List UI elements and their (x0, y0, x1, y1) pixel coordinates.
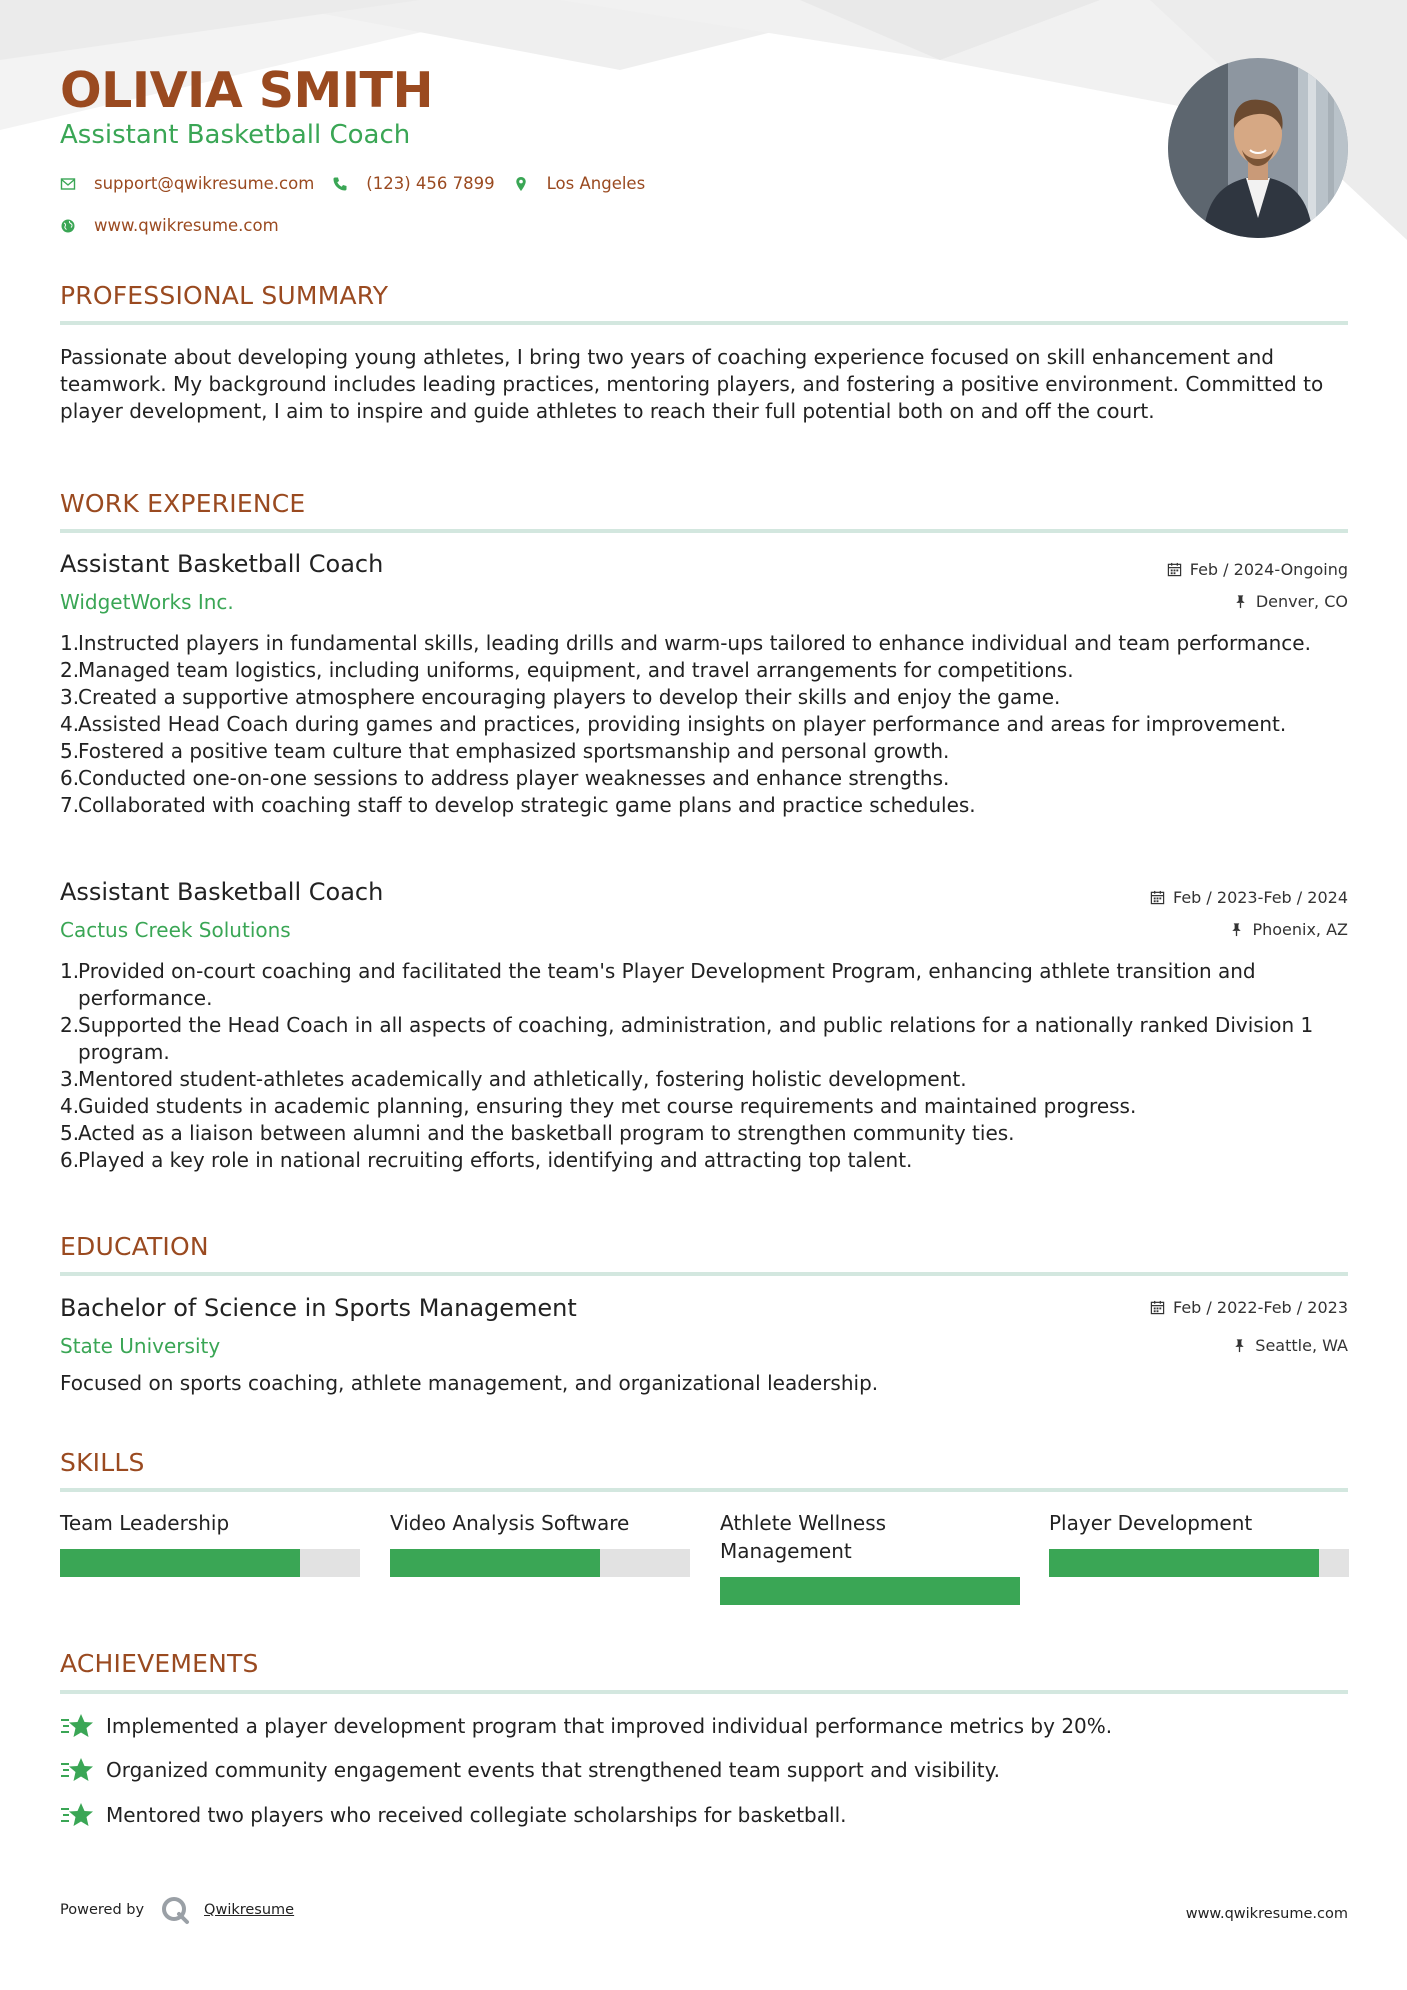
summary-divider (60, 321, 1348, 325)
list-item: Assisted Head Coach during games and practices, providing insights on player performance and areas for improvement. (78, 712, 1287, 736)
email-item[interactable] (60, 174, 314, 193)
email-text: support@qwikresume.com (94, 174, 315, 193)
list-item: Instructed players in fundamental skills, leading drills and warm-ups tailored to enhance individual and team performance. (78, 631, 1311, 655)
skill-bar-fill (720, 1577, 1020, 1605)
job-1-location (1233, 592, 1348, 611)
envelope-icon (60, 176, 76, 192)
list-item: Managed team logistics, including uniforms, equipment, and travel arrangements for competitions. (78, 658, 1074, 682)
skill-label: Team Leadership (60, 1511, 230, 1535)
calendar-icon (1150, 890, 1165, 905)
pushpin-icon (1232, 1338, 1247, 1353)
location-item (513, 174, 646, 193)
skill-bar (720, 1577, 1020, 1605)
skill-bar (1049, 1549, 1349, 1577)
job-2-location (1229, 920, 1348, 939)
achievement-item (60, 1712, 1112, 1740)
skill-bar-fill (60, 1549, 300, 1577)
experience-divider (60, 529, 1348, 533)
skill-item (720, 1509, 1020, 1565)
pushpin-icon (1233, 594, 1248, 609)
skill-bar (60, 1549, 360, 1577)
list-item: Conducted one-on-one sessions to address player weaknesses and enhance strengths. (78, 766, 950, 790)
candidate-name: OLIVIA SMITH (60, 62, 433, 119)
list-item: Fostered a positive team culture that emphasized sportsmanship and personal growth. (78, 739, 950, 763)
qwikresume-logo-icon (160, 1895, 190, 1925)
list-item: Acted as a liaison between alumni and the basketball program to strengthen community ties. (78, 1121, 1015, 1145)
skill-label: Athlete Wellness Management (720, 1511, 887, 1563)
calendar-icon (1150, 1300, 1165, 1315)
list-item: Guided students in academic planning, ensuring they met course requirements and maintained progress. (78, 1094, 1137, 1118)
website-text: www.qwikresume.com (94, 216, 279, 235)
skill-item (60, 1509, 360, 1537)
star-award-icon (60, 1756, 94, 1784)
education-school: State University (60, 1334, 221, 1358)
job-2-title: Assistant Basketball Coach (60, 878, 384, 906)
website-row (60, 216, 297, 235)
job-2-company: Cactus Creek Solutions (60, 918, 291, 942)
profile-photo (1168, 58, 1348, 238)
job-2-dates-text: Feb / 2023-Feb / 2024 (1173, 888, 1348, 907)
job-1-company: WidgetWorks Inc. (60, 590, 234, 614)
list-item: Created a supportive atmosphere encouraging players to develop their skills and enjoy the game. (78, 685, 1061, 709)
achievements-heading: ACHIEVEMENTS (60, 1649, 259, 1678)
skill-item (390, 1509, 690, 1537)
job-1-bullets (60, 630, 1350, 819)
job-1-dates (1167, 560, 1348, 579)
skill-label: Video Analysis Software (390, 1511, 630, 1535)
globe-icon (60, 218, 76, 234)
list-item: Played a key role in national recruiting efforts, identifying and attracting top talent. (78, 1148, 913, 1172)
skills-heading: SKILLS (60, 1448, 145, 1477)
phone-icon (332, 176, 348, 192)
location-text: Los Angeles (546, 174, 646, 193)
footer-website[interactable]: www.qwikresume.com (1185, 1906, 1348, 1922)
education-dates (1150, 1298, 1348, 1317)
footer-powered-by (60, 1895, 294, 1925)
map-pin-icon (513, 176, 529, 192)
skill-bar (390, 1549, 690, 1577)
powered-by-label: Powered by (60, 1902, 145, 1918)
education-location-text: Seattle, WA (1255, 1336, 1348, 1355)
achievement-text: Implemented a player development program that improved individual performance metrics by 20%. (106, 1714, 1113, 1738)
job-2-dates (1150, 888, 1348, 907)
qwikresume-link[interactable]: Qwikresume (204, 1902, 295, 1918)
candidate-role: Assistant Basketball Coach (60, 120, 411, 150)
education-dates-text: Feb / 2022-Feb / 2023 (1173, 1298, 1348, 1317)
achievement-text: Mentored two players who received collegiate scholarships for basketball. (106, 1803, 847, 1827)
list-item: Collaborated with coaching staff to develop strategic game plans and practice schedules. (78, 793, 976, 817)
phone-text: (123) 456 7899 (366, 174, 495, 193)
skill-label: Player Development (1049, 1511, 1253, 1535)
education-heading: EDUCATION (60, 1232, 209, 1261)
job-2-bullets (60, 958, 1350, 1174)
achievements-divider (60, 1690, 1348, 1694)
education-location (1232, 1336, 1348, 1355)
summary-heading: PROFESSIONAL SUMMARY (60, 281, 389, 310)
job-1-dates-text: Feb / 2024-Ongoing (1189, 560, 1348, 579)
skill-bar-fill (390, 1549, 600, 1577)
education-degree: Bachelor of Science in Sports Management (60, 1294, 577, 1322)
achievement-text: Organized community engagement events that strengthened team support and visibility. (106, 1758, 1000, 1782)
contact-row (60, 174, 663, 193)
education-divider (60, 1272, 1348, 1276)
achievement-item (60, 1801, 846, 1829)
experience-heading: WORK EXPERIENCE (60, 489, 306, 518)
skill-item (1049, 1509, 1349, 1537)
list-item: Supported the Head Coach in all aspects of coaching, administration, and public relations for a nationally ranked Division 1 program. (78, 1013, 1314, 1064)
achievement-item (60, 1756, 1000, 1784)
website-item[interactable] (60, 216, 279, 235)
phone-item[interactable] (332, 174, 494, 193)
job-2-location-text: Phoenix, AZ (1252, 920, 1348, 939)
summary-text: Passionate about developing young athletes, I bring two years of coaching experience focused on skill enhancement and teamwork. My background includes leading practices, mentoring players, and fostering a positive environment. Committed to player development, I aim to inspire and guide athletes to reach their full potential both on and off the court. (60, 345, 1324, 423)
pushpin-icon (1229, 922, 1244, 937)
job-1-title: Assistant Basketball Coach (60, 550, 384, 578)
list-item: Mentored student-athletes academically and athletically, fostering holistic development. (78, 1067, 967, 1091)
calendar-icon (1167, 562, 1182, 577)
list-item: Provided on-court coaching and facilitated the team's Player Development Program, enhancing athlete transition and performance. (78, 959, 1256, 1010)
star-award-icon (60, 1712, 94, 1740)
skill-bar-fill (1049, 1549, 1319, 1577)
job-1-location-text: Denver, CO (1255, 592, 1348, 611)
education-description: Focused on sports coaching, athlete management, and organizational leadership. (60, 1371, 879, 1395)
star-award-icon (60, 1801, 94, 1829)
skills-divider (60, 1488, 1348, 1492)
